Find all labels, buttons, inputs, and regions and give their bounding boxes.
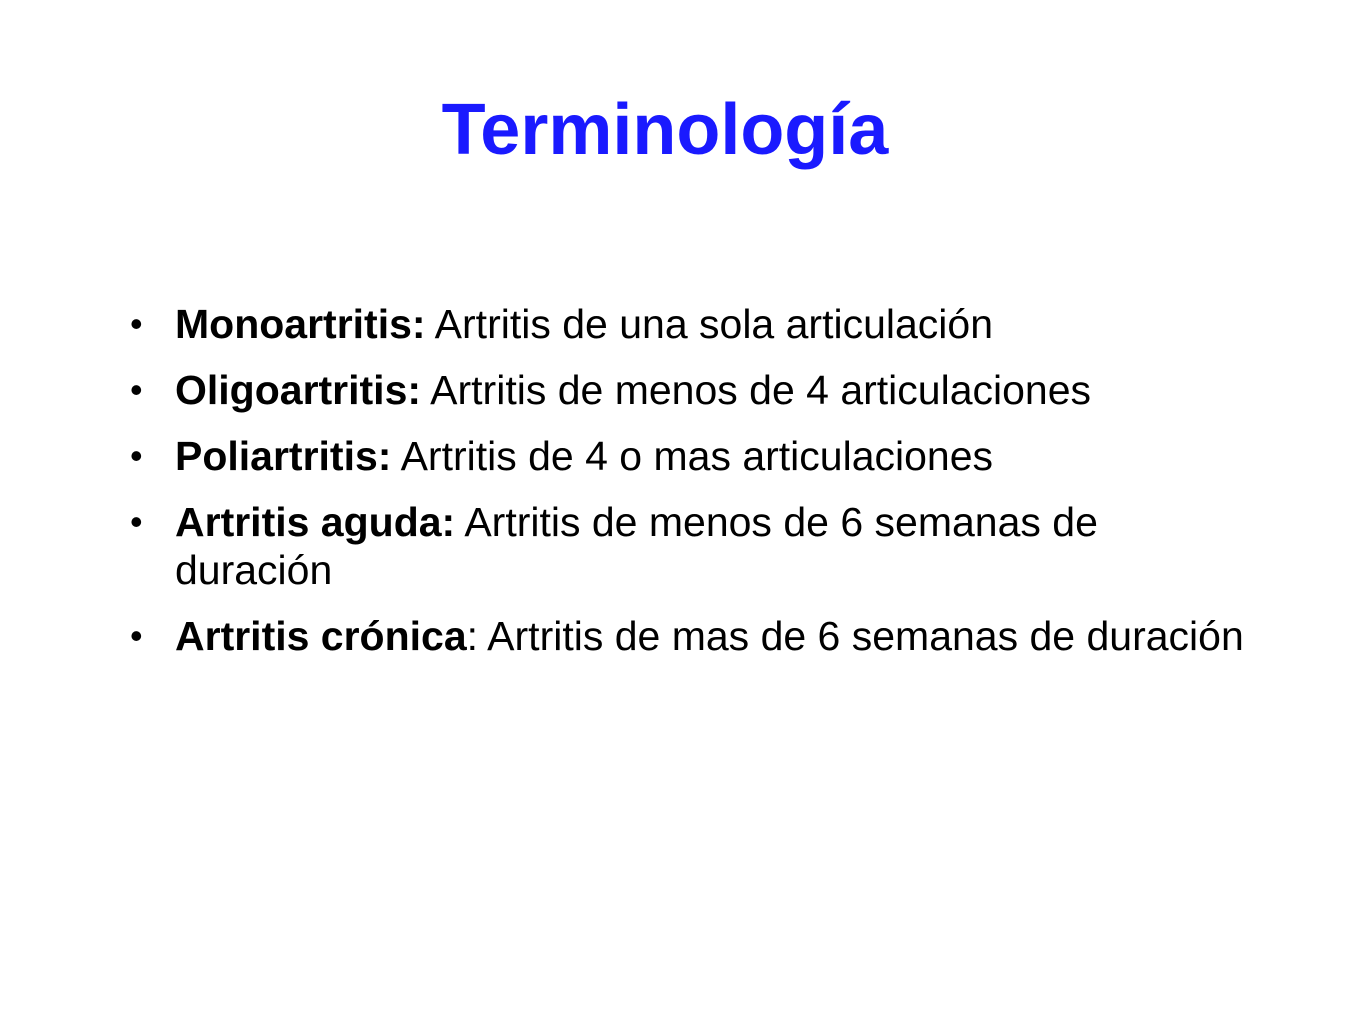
slide-title: Terminología [441,90,889,170]
bullet-definition: Artritis de menos de 4 articulaciones [421,367,1092,413]
bullet-icon: • [130,369,143,410]
bullet-item-poliartritis [130,432,1260,480]
bullet-item-artritis-cronica [130,612,1260,660]
bullet-definition: Artritis de una sola articulación [425,301,994,347]
bullet-icon: • [130,303,143,344]
bullet-icon: • [130,615,143,656]
bullet-item-monoartritis [130,300,1260,348]
bullet-definition: Artritis de menos de 6 semanas de duración [175,499,1098,593]
bullet-term: Oligoartritis: [175,367,422,413]
bullet-list [130,300,1260,678]
bullet-term: Poliartritis: [175,433,392,479]
bullet-term: Artritis crónica [175,613,467,659]
bullet-icon: • [130,501,143,542]
bullet-item-oligoartritis [130,366,1260,414]
bullet-definition: : Artritis de mas de 6 semanas de duración [466,613,1244,659]
bullet-term: Artritis aguda: [175,499,456,545]
bullet-definition: Artritis de 4 o mas articulaciones [391,433,994,479]
bullet-term: Monoartritis: [175,301,426,347]
bullet-icon: • [130,435,143,476]
bullet-item-artritis-aguda [130,498,1260,594]
